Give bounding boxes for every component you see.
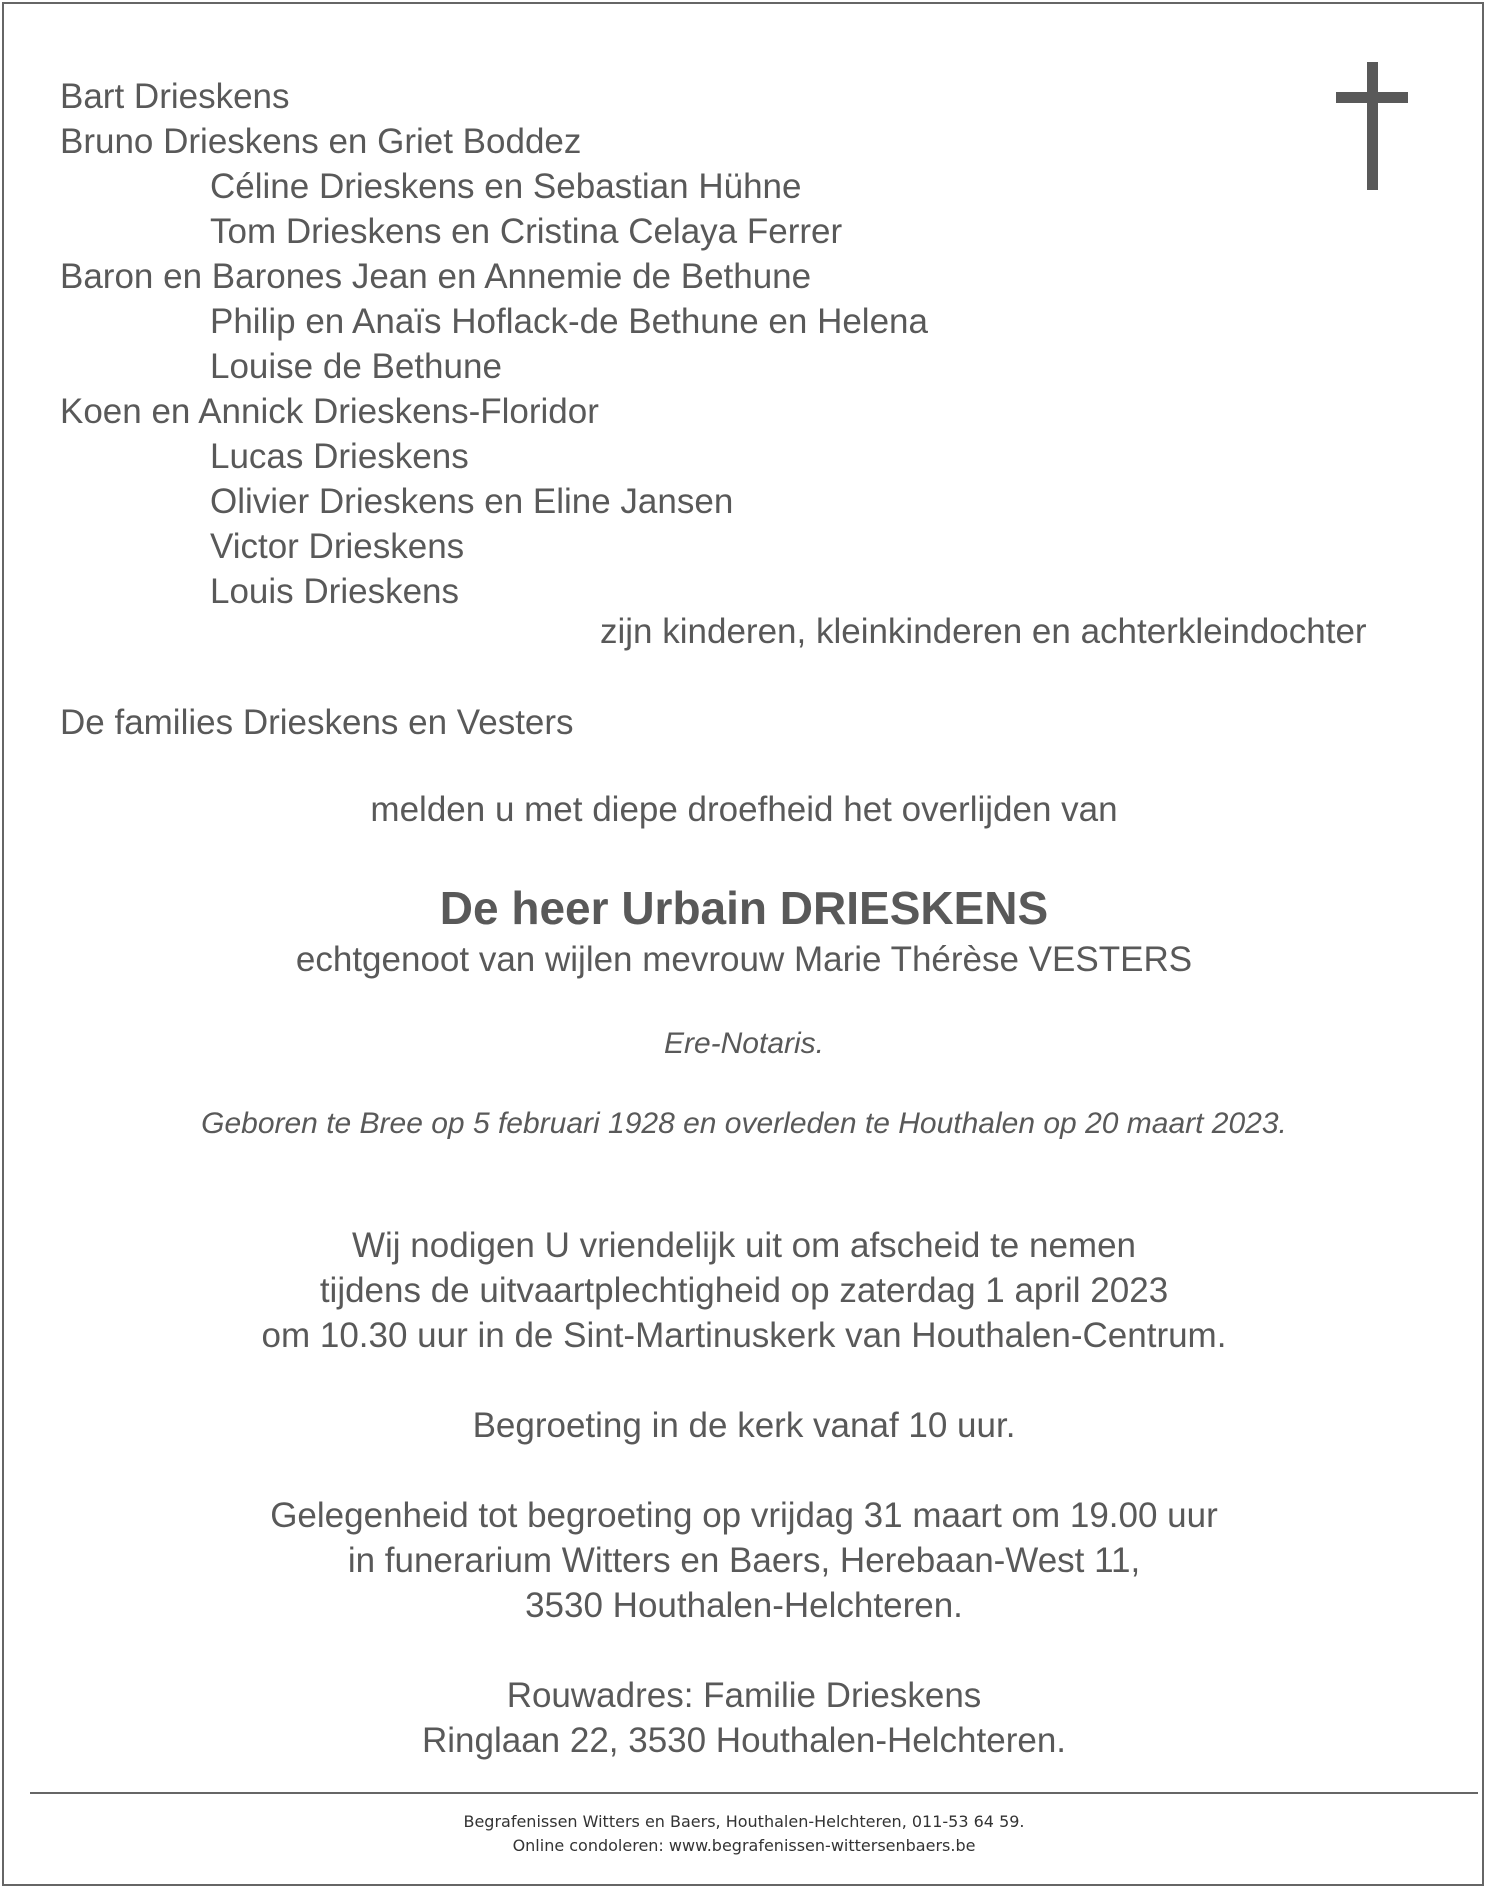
- family-line: Koen en Annick Drieskens-Floridor: [60, 392, 599, 431]
- mourning-address-line: Ringlaan 22, 3530 Houthalen-Helchteren.: [421, 1721, 1067, 1760]
- announcement: melden u met diepe droefheid het overlijden van: [370, 790, 1118, 829]
- visitation-line: 3530 Houthalen-Helchteren.: [525, 1586, 963, 1625]
- professional-title: Ere-Notaris.: [663, 1027, 825, 1060]
- family-line: Lucas Drieskens: [210, 437, 469, 476]
- footer-divider: [30, 1792, 1478, 1794]
- family-line: Louis Drieskens: [210, 572, 459, 611]
- family-list: [60, 74, 1440, 614]
- family-line: Olivier Drieskens en Eline Jansen: [210, 482, 734, 521]
- family-line: Baron en Barones Jean en Annemie de Bethune: [60, 257, 812, 296]
- visitation-block: [0, 1493, 1488, 1628]
- greeting-line: Begroeting in de kerk vanaf 10 uur.: [472, 1406, 1016, 1445]
- footer-line: Online condoleren: www.begrafenissen-wittersenbaers.be: [512, 1836, 976, 1855]
- invitation-block: [0, 1223, 1488, 1358]
- family-line: Tom Drieskens en Cristina Celaya Ferrer: [210, 212, 843, 251]
- family-line: Victor Drieskens: [210, 527, 465, 566]
- birth-death-line: Geboren te Bree op 5 februari 1928 en overleden te Houthalen op 20 maart 2023.: [201, 1107, 1287, 1140]
- family-line: Céline Drieskens en Sebastian Hühne: [210, 167, 802, 206]
- visitation-line: Gelegenheid tot begroeting op vrijdag 31 maart om 19.00 uur: [270, 1496, 1218, 1535]
- deceased-name: De heer Urbain DRIESKENS: [439, 882, 1049, 934]
- invitation-line: Wij nodigen U vriendelijk uit om afscheid te nemen: [352, 1226, 1136, 1265]
- mourning-address-line: Rouwadres: Familie Drieskens: [506, 1676, 982, 1715]
- footer: [0, 1810, 1488, 1858]
- families-line: De families Drieskens en Vesters: [60, 703, 574, 742]
- spouse-line: echtgenoot van wijlen mevrouw Marie Thérèse VESTERS: [295, 940, 1193, 979]
- footer-line: Begrafenissen Witters en Baers, Houthalen-Helchteren, 011-53 64 59.: [463, 1812, 1025, 1831]
- relation-line: zijn kinderen, kleinkinderen en achterkleindochter: [600, 612, 1367, 651]
- visitation-line: in funerarium Witters en Baers, Herebaan-West 11,: [347, 1541, 1141, 1580]
- family-line: Bruno Drieskens en Griet Boddez: [60, 122, 582, 161]
- family-line: Philip en Anaïs Hoflack-de Bethune en Helena: [210, 302, 928, 341]
- invitation-line: tijdens de uitvaartplechtigheid op zaterdag 1 april 2023: [319, 1271, 1169, 1310]
- family-line: Louise de Bethune: [210, 347, 502, 386]
- family-line: Bart Drieskens: [60, 77, 290, 116]
- mourning-address-block: [0, 1673, 1488, 1763]
- invitation-line: om 10.30 uur in de Sint-Martinuskerk van Houthalen-Centrum.: [261, 1316, 1227, 1355]
